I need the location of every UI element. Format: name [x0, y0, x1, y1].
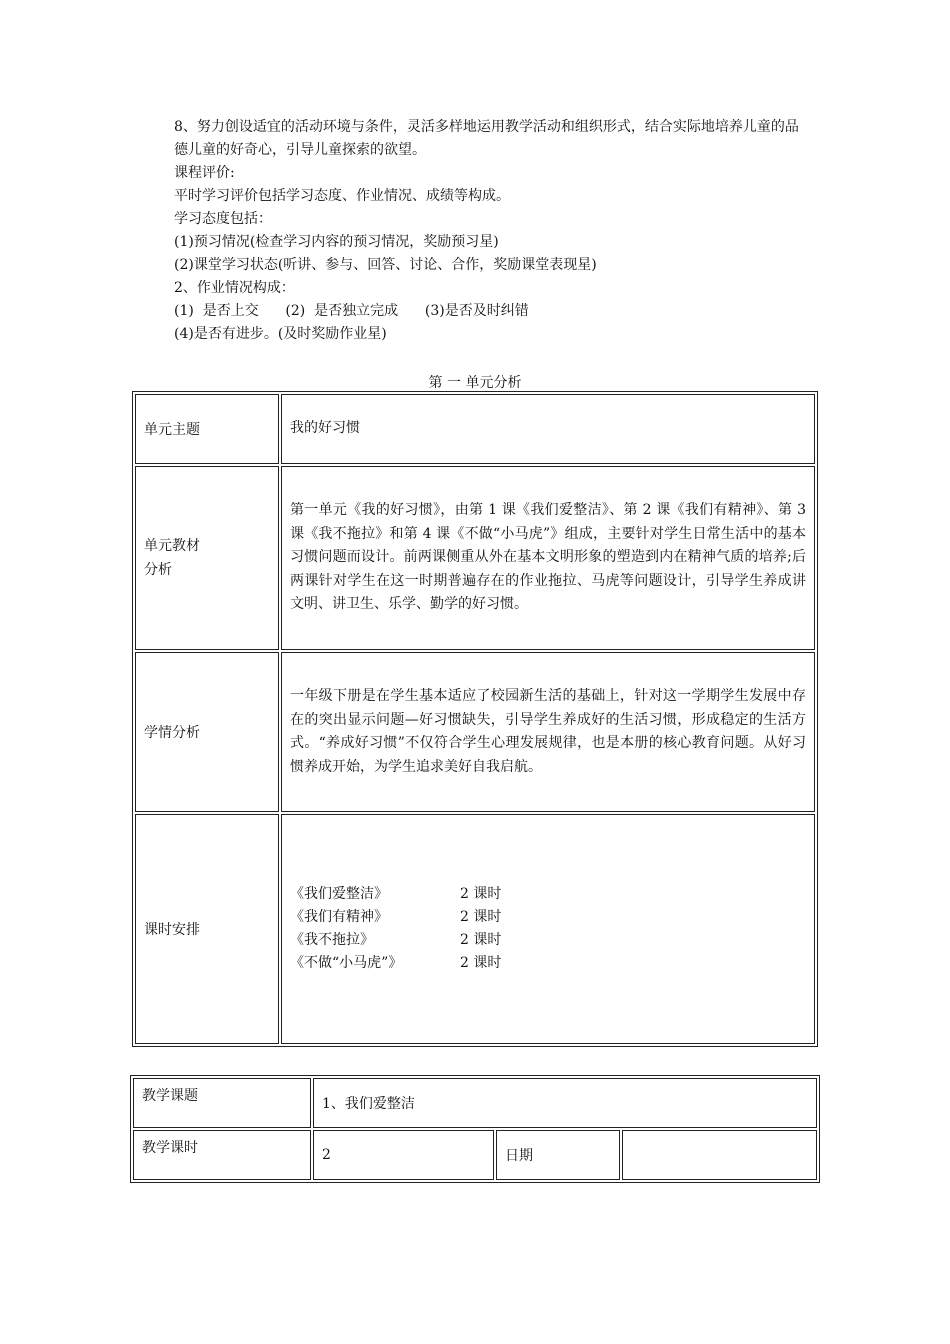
intro-text [144, 116, 804, 346]
lesson-hours: 2 课时 [460, 932, 502, 948]
lesson-name: 《我们有精神》 [290, 909, 388, 925]
lesson-hours: 2 课时 [460, 909, 502, 925]
theme-value: 我的好习惯 [281, 394, 815, 464]
hours-label: 教学课时 [133, 1130, 311, 1180]
table-row [135, 466, 815, 650]
attitude-item-2: (2)课堂学习状态(听讲、参与、回答、讨论、合作，奖励课堂表现星) [174, 257, 597, 273]
homework-items: (1) 是否上交 (2) 是否独立完成 (3)是否及时纠错 [174, 303, 529, 319]
schedule-label: 课时安排 [135, 814, 279, 1044]
date-value [622, 1130, 817, 1180]
evaluation-description: 平时学习评价包括学习态度、作业情况、成绩等构成。 [174, 188, 510, 204]
topic-value: 1、我们爱整洁 [313, 1078, 817, 1128]
lesson-name: 《我们爱整洁》 [290, 886, 388, 902]
table-row [133, 1130, 817, 1180]
intro-paragraph-8: 8、努力创设适宜的活动环境与条件，灵活多样地运用教学活动和组织形式，结合实际地培养儿童的品德儿童的好奇心，引导儿童探索的欲望。 [174, 119, 799, 158]
hours-value: 2 [313, 1130, 494, 1180]
lesson-hours: 2 课时 [460, 886, 502, 902]
table-row [133, 1078, 817, 1128]
attitude-title: 学习态度包括： [174, 211, 272, 227]
lesson-hours: 2 课时 [460, 955, 502, 971]
lesson-list [290, 883, 806, 975]
table-row [135, 652, 815, 812]
unit-analysis-table [132, 391, 818, 1047]
student-label: 学情分析 [135, 652, 279, 812]
material-label: 单元教材 分析 [135, 466, 279, 650]
homework-title: 2、作业情况构成： [174, 280, 295, 296]
lesson-info-table [130, 1075, 820, 1183]
lesson-name: 《不做“小马虎”》 [290, 955, 403, 971]
table-row [135, 394, 815, 464]
attitude-item-1: (1)预习情况(检查学习内容的预习情况，奖励预习星) [174, 234, 499, 250]
lesson-name: 《我不拖拉》 [290, 932, 374, 948]
student-value: 一年级下册是在学生基本适应了校园新生活的基础上，针对这一学期学生发展中存在的突出显示问题—好习惯缺失，引导学生养成好的生活习惯，形成稳定的生活方式。“养成好习惯”不仅符合学生心理发展规律，也是本册的核心教育问题。从好习惯养成开始，为学生追求美好自我启航。 [281, 652, 815, 812]
homework-item-4: (4)是否有进步。(及时奖励作业星) [174, 326, 387, 342]
theme-label: 单元主题 [135, 394, 279, 464]
schedule-value [281, 814, 815, 1044]
date-label: 日期 [496, 1130, 620, 1180]
unit-caption: 第 一 单元分析 [428, 375, 522, 391]
material-value: 第一单元《我的好习惯》，由第 1 课《我们爱整洁》、第 2 课《我们有精神》、第 3 课《我不拖拉》和第 4 课《不做“小马虎”》组成，主要针对学生日常生活中的基本习惯问题而设计。前两课侧重从外在基本文明形象的塑造到内在精神气质的培养;后两课针对学生在这一时期普遍存在的作业拖拉、马虎等问题设计，引导学生养成讲文明、讲卫生、乐学、勤学的好习惯。 [281, 466, 815, 650]
evaluation-title: 课程评价: [174, 165, 235, 181]
topic-label: 教学课题 [133, 1078, 311, 1128]
table-row [135, 814, 815, 1044]
